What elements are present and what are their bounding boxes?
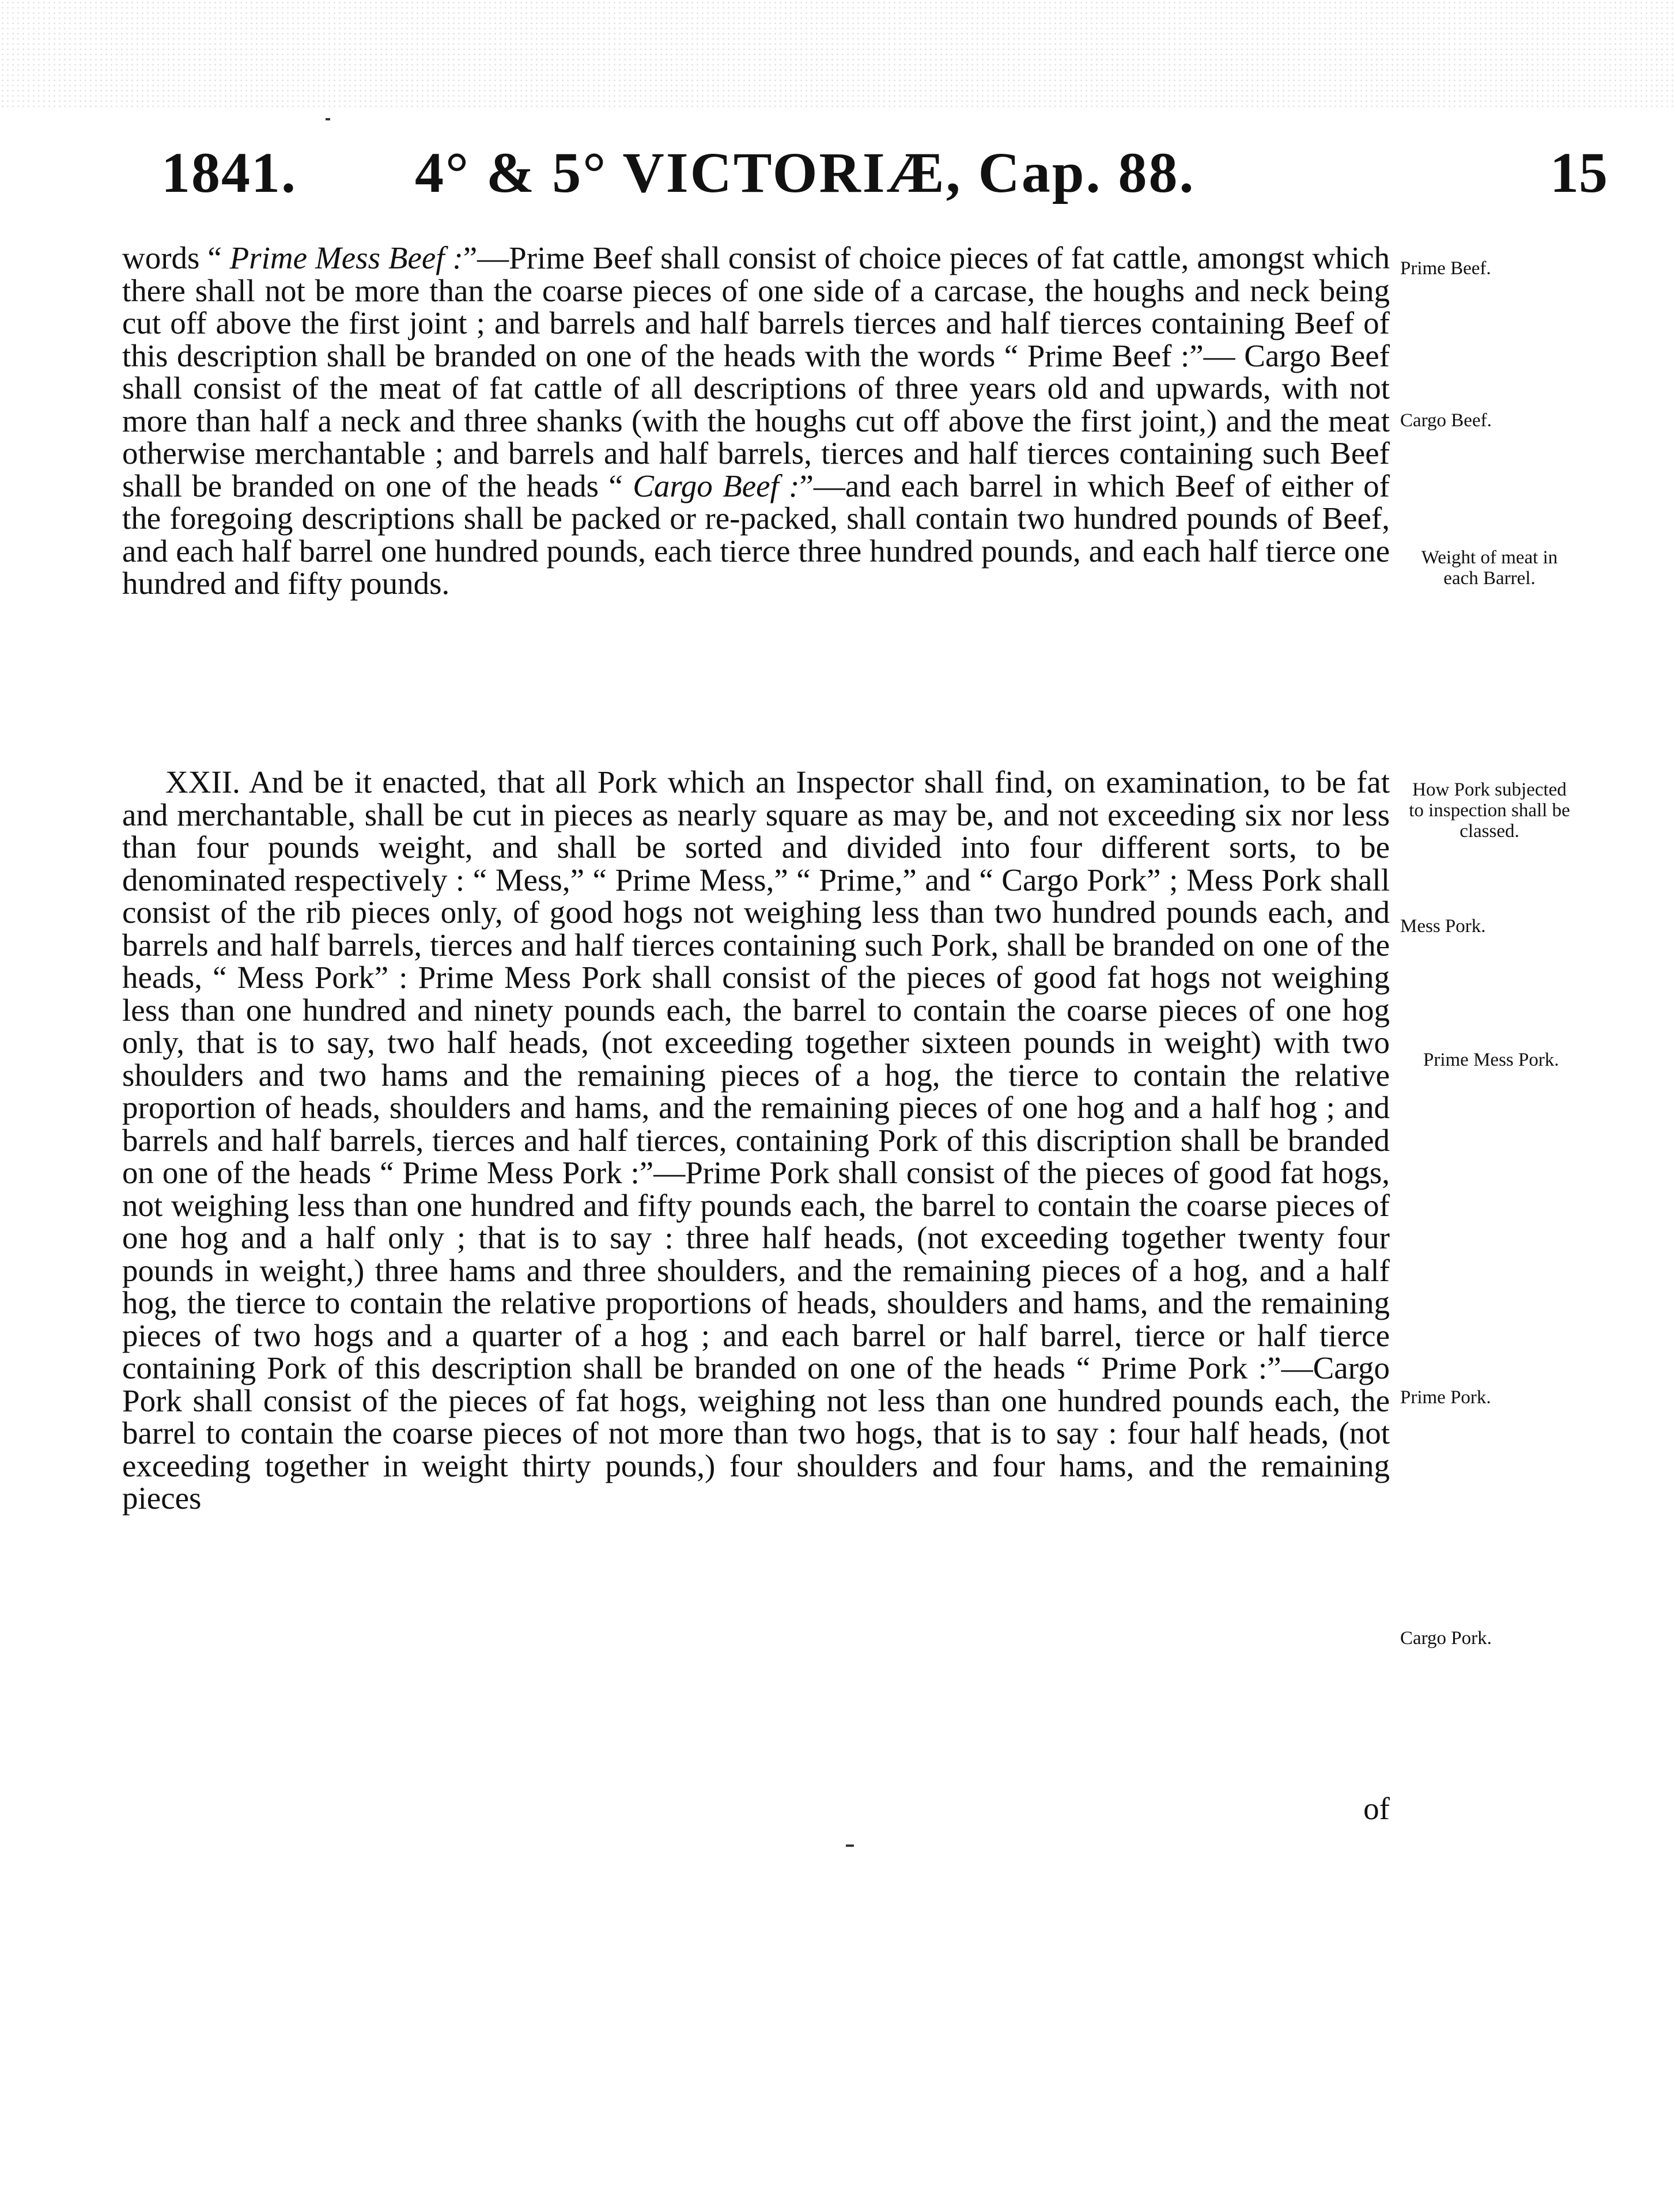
paragraph-pork-text: XXII. And be it enacted, that all Pork which an Inspector shall find, on examination, to be fat and merchantable, shall be cut in pieces as nearly square as may be, and not exceeding six nor less than four pounds weight, and shall be sorted and divided into four different sorts, to be denominated respectively : “ Mess,” “ Prime Mess,” “ Prime,” and “ Cargo Pork” ; Mess Pork shall consist of the rib pieces only, of good hogs not weighing less than two hundred pounds each, and barrels and half barrels, tierces and half tierces containing such Pork, shall be branded on one of the heads, “ Mess Pork” : Prime Mess Pork shall consist of the pieces of good fat hogs not weighing less than one hundred and ninety pounds each, the barrel to contain the coarse pieces of one hog only, that is to say, two half heads, (not exceeding together sixteen pounds in weight) with two shoulders and two hams and the remaining pieces of a hog, the tierce to contain the relative proportion of heads, shoulders and hams, and the remaining pieces of one hog and a half hog ; and barrels and half barrels, tierces and half tierces, containing Pork of this discription shall be branded on one of the heads “ Prime Mess Pork :”—Prime Pork shall consist of the pieces of good fat hogs, not weighing less than one hundred and fifty pounds each, the barrel to contain the coarse pieces of one hog and a half only ; that is to say : three half heads, (not exceeding together twenty four pounds in weight,) three hams and three shoulders, and the remaining pieces of a hog, and a half hog, the tierce to contain the relative proportions of heads, shoulders and hams, and the remaining pieces of two hogs and a quarter of a hog ; and each barrel or half barrel, tierce or half tierce containing Pork of this description shall be branded on one of the heads “ Prime Pork :”—Cargo Pork shall consist of the pieces of fat hogs, weighing not less than one hundred pounds each, the barrel to contain the coarse pieces of not more than two hogs, that is to say : four half heads, (not exceeding together in weight thirty pounds,) four shoulders and four hams, and the remaining pieces	[122, 764, 1390, 1516]
margin-note-prime-pork: Prime Pork.	[1400, 1387, 1491, 1408]
scan-speck	[846, 1844, 854, 1847]
scan-noise-band	[0, 0, 1675, 109]
scan-speck	[326, 118, 330, 120]
para1-italic-cargo-beef: Cargo Beef :	[633, 468, 800, 503]
margin-note-weight-of-meat: Weight of meat in each Barrel.	[1421, 547, 1558, 589]
running-header	[144, 135, 1608, 210]
para1-text-1: ”—Prime Beef shall consist of choice pieces of fat cattle, amongst which there shall not be more than the coarse pieces of one side of a carcase, the houghs and neck being cut off above the first joint ; and barrels and half barrels tierces and half tierces containing Beef of this description shall be branded on one of the heads with the words “ Prime Beef :”— Cargo Beef shall consist of the meat of fat cattle of all descriptions of three years old and upwards, with not more than half a neck and three shanks (with the houghs cut off above the first joint,) and the meat otherwise merchantable ; and barrels and half barrels, tierces and half tierces containing such Beef shall be branded on one of the heads “	[122, 240, 1390, 503]
header-year: 1841.	[161, 141, 297, 204]
paragraph-beef	[122, 242, 1390, 600]
para1-italic-prime-mess-beef: Prime Mess Beef :	[229, 240, 463, 275]
margin-note-how-pork-classed: How Pork subjected to inspection shall be classed.	[1409, 779, 1570, 842]
margin-note-prime-beef: Prime Beef.	[1400, 258, 1491, 279]
catchword: of	[1363, 1791, 1390, 1826]
para1-lead: words “	[122, 240, 230, 275]
paragraph-beef-text	[122, 242, 1390, 600]
paragraph-pork-section-xxii	[122, 766, 1390, 1515]
para1-text-2: ”—and each barrel in which Beef of either of the foregoing descriptions shall be packed or re-packed, shall contain two hundred pounds of Beef, and each half barrel one hundred pounds, each tierce three hundred pounds, and each half tierce one hundred and fifty pounds.	[122, 468, 1390, 601]
header-title: 4° & 5° VICTORIÆ, Cap. 88.	[415, 141, 1196, 204]
page-number: 15	[1550, 141, 1608, 204]
margin-note-mess-pork: Mess Pork.	[1400, 916, 1486, 937]
margin-note-prime-mess-pork: Prime Mess Pork.	[1423, 1050, 1559, 1070]
margin-note-cargo-pork: Cargo Pork.	[1400, 1628, 1492, 1649]
margin-note-cargo-beef: Cargo Beef.	[1400, 410, 1492, 431]
